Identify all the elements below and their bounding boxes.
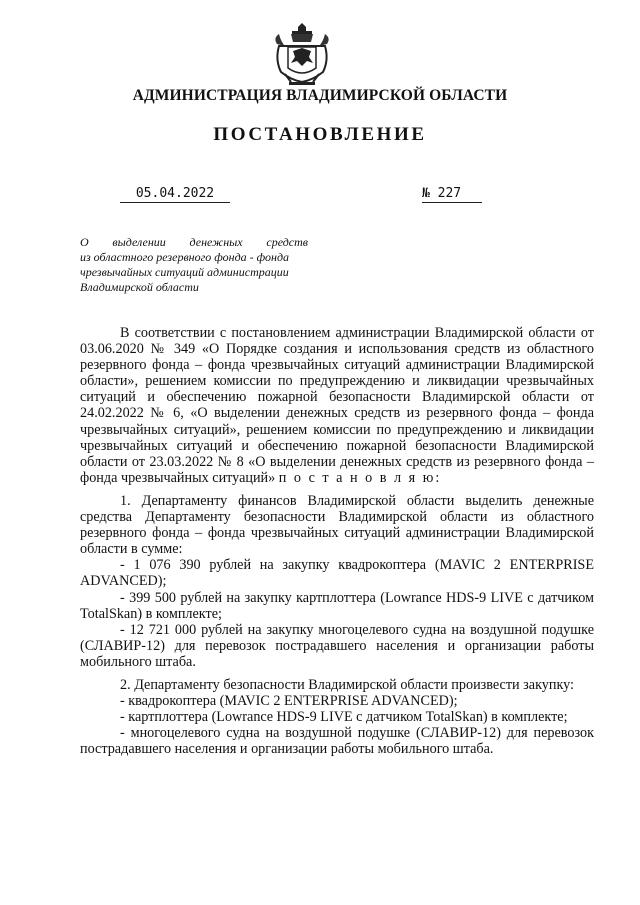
item-2-line: - квадрокоптера (MAVIC 2 ENTERPRISE ADVANCED);: [120, 693, 458, 710]
subject-line: О выделении денежных средств: [80, 235, 308, 249]
document-number: № 227: [422, 186, 482, 203]
document-type-heading: ПОСТАНОВЛЕНИЕ: [213, 124, 427, 145]
document-subject: [80, 235, 308, 295]
item-2-line: - многоцелевого судна на воздушной подушке (СЛАВИР-12) для перевозок пострадавшего населения и организации работы мобильного штаба.: [80, 725, 594, 758]
preamble-text: В соответствии с постановлением администрации Владимирской области от 03.06.2020 № 349 «О Порядке создания и использования средств из областного резервного фонда – фонда чрезвычайных ситуаций администрации Владимирской области», решением комиссии по предупреждению и ликвидации чрезвычайных ситуаций и обеспечению пожарной безопасности Владимирской области от 24.02.2022 № 6, «О выделении денежных средств из резервного фонда – фонда чрезвычайных ситуаций», решением комиссии по предупреждению и ликвидации чрезвычайных ситуаций и обеспечению пожарной безопасности Владимирской области от 23.03.2022 № 8 «О выделении денежных средств из резервного фонда – фонда чрезвычайных ситуаций»: [80, 325, 594, 486]
subject-line: Владимирской области: [80, 280, 199, 294]
document-body: [80, 325, 594, 757]
decree-word: п о с т а н о в л я ю:: [278, 469, 442, 486]
coat-of-arms-emblem: [271, 20, 333, 88]
subject-line: из областного резервного фонда - фонда: [80, 250, 290, 264]
item-1-line: - 399 500 рублей на закупку картплоттера (Lowrance HDS-9 LIVE с датчиком TotalSkan) в комплекте;: [80, 589, 594, 622]
item-1-line: - 1 076 390 рублей на закупку квадрокоптера (MAVIC 2 ENTERPRISE ADVANCED);: [80, 557, 594, 590]
subject-line: чрезвычайных ситуаций администрации: [80, 265, 289, 279]
item-1-paragraph: 1. Департаменту финансов Владимирской области выделить денежные средства Департаменту безопасности Владимирской области из областного резервного фонда – фонда чрезвычайных ситуаций администрации Владимирской области в сумме:: [80, 492, 594, 558]
item-2-paragraph: 2. Департаменту безопасности Владимирской области произвести закупку:: [120, 676, 574, 693]
item-1-line: - 12 721 000 рублей на закупку многоцелевого судна на воздушной подушке (СЛАВИР-12) для перевозок пострадавшего населения и организации работы мобильного штаба.: [80, 621, 594, 670]
document-date: 05.04.2022: [120, 186, 230, 203]
organization-title: АДМИНИСТРАЦИЯ ВЛАДИМИРСКОЙ ОБЛАСТИ: [132, 87, 508, 104]
preamble-paragraph: [80, 325, 594, 486]
item-2-line: - картплоттера (Lowrance HDS-9 LIVE с датчиком TotalSkan) в комплекте;: [120, 709, 568, 726]
